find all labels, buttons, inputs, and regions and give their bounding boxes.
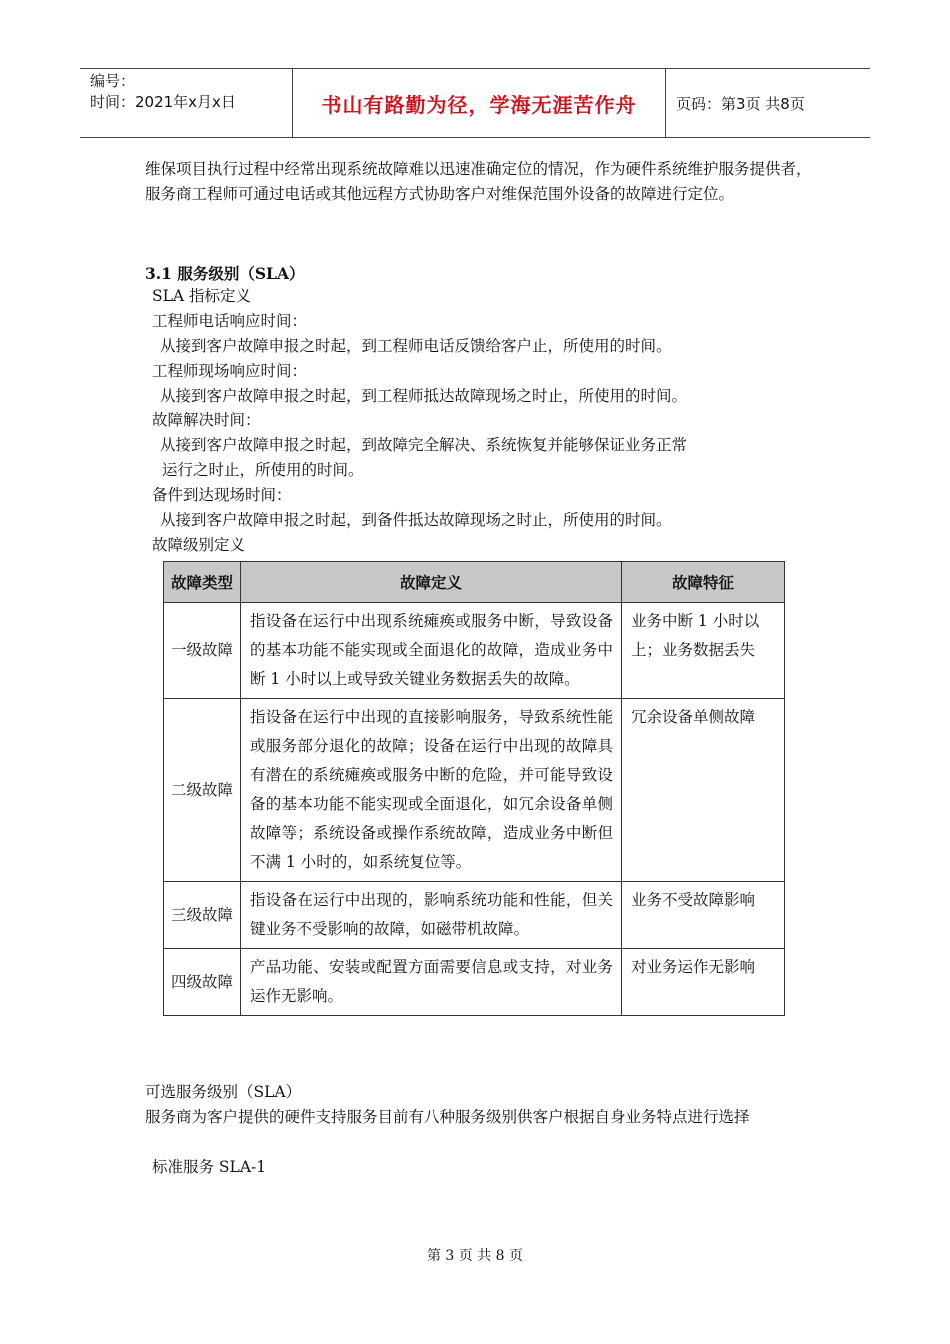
parts-arrival-desc: 从接到客户故障申报之时起，到备件抵达故障现场之时止，所使用的时间。	[160, 511, 672, 529]
table-header-row	[164, 562, 785, 603]
resolve-time-desc-1: 从接到客户故障申报之时起，到故障完全解决、系统恢复并能够保证业务正常	[160, 436, 688, 454]
parts-arrival-title: 备件到达现场时间：	[152, 486, 292, 504]
fault-type-cell: 一级故障	[164, 603, 241, 699]
fault-definition-cell: 指设备在运行中出现的直接影响服务，导致系统性能或服务部分退化的故障；设备在运行中出现的故障具有潜在的系统瘫痪或服务中断的危险，并可能导致设备的基本功能不能实现或全面退化，如冗余设备单侧故障等；系统设备或操作系统故障，造成业务中断但不满 1 小时的，如系统复位等。	[241, 699, 622, 882]
site-response-title: 工程师现场响应时间：	[152, 362, 308, 380]
table-row	[164, 699, 785, 882]
document-time-label: 时间：2021年x月x日	[90, 93, 236, 111]
table-row	[164, 603, 785, 699]
header-page-label: 页码：第3页 共8页	[676, 94, 805, 113]
phone-response-title: 工程师电话响应时间：	[152, 312, 308, 330]
fault-definition-cell: 指设备在运行中出现系统瘫痪或服务中断，导致设备的基本功能不能实现或全面退化的故障，造成业务中断 1 小时以上或导致关键业务数据丢失的故障。	[241, 603, 622, 699]
fault-level-table	[163, 561, 785, 1016]
fault-type-cell: 四级故障	[164, 949, 241, 1016]
fault-feature-cell: 业务中断 1 小时以上；业务数据丢失	[622, 603, 785, 699]
optional-sla-title: 可选服务级别（SLA）	[145, 1083, 302, 1101]
column-header-feature: 故障特征	[622, 562, 785, 603]
sla-definition-title: SLA 指标定义	[152, 287, 252, 305]
intro-paragraph: 维保项目执行过程中经常出现系统故障难以迅速准确定位的情况，作为硬件系统维护服务提供者，服务商工程师可通过电话或其他远程方式协助客户对维保范围外设备的故障进行定位。	[145, 160, 812, 203]
resolve-time-title: 故障解决时间：	[152, 411, 261, 429]
header-motto: 书山有路勤为径，学海无涯苦作舟	[293, 69, 666, 137]
page-footer: 第 3 页 共 8 页	[426, 1248, 524, 1264]
fault-level-title: 故障级别定义	[152, 536, 246, 554]
site-response-desc: 从接到客户故障申报之时起，到工程师抵达故障现场之时止，所使用的时间。	[160, 387, 688, 405]
fault-definition-cell: 产品功能、安装或配置方面需要信息或支持，对业务运作无影响。	[241, 949, 622, 1016]
fault-type-cell: 三级故障	[164, 882, 241, 949]
column-header-definition: 故障定义	[241, 562, 622, 603]
resolve-time-desc-2: 运行之时止，所使用的时间。	[162, 461, 364, 479]
fault-type-cell: 二级故障	[164, 699, 241, 882]
page-header	[80, 68, 870, 138]
column-header-type: 故障类型	[164, 562, 241, 603]
table-row	[164, 949, 785, 1016]
fault-feature-cell: 业务不受故障影响	[622, 882, 785, 949]
document-number-label: 编号：	[90, 72, 136, 90]
optional-sla-desc: 服务商为客户提供的硬件支持服务目前有八种服务级别供客户根据自身业务特点进行选择	[145, 1108, 750, 1126]
table-row	[164, 882, 785, 949]
fault-feature-cell: 冗余设备单侧故障	[622, 699, 785, 882]
fault-feature-cell: 对业务运作无影响	[622, 949, 785, 1016]
header-meta	[80, 69, 293, 137]
standard-service-title: 标准服务 SLA-1	[152, 1158, 267, 1176]
phone-response-desc: 从接到客户故障申报之时起，到工程师电话反馈给客户止，所使用的时间。	[160, 337, 672, 355]
fault-definition-cell: 指设备在运行中出现的，影响系统功能和性能，但关键业务不受影响的故障，如磁带机故障。	[241, 882, 622, 949]
section-title: 3.1 服务级别（SLA）	[145, 264, 305, 283]
